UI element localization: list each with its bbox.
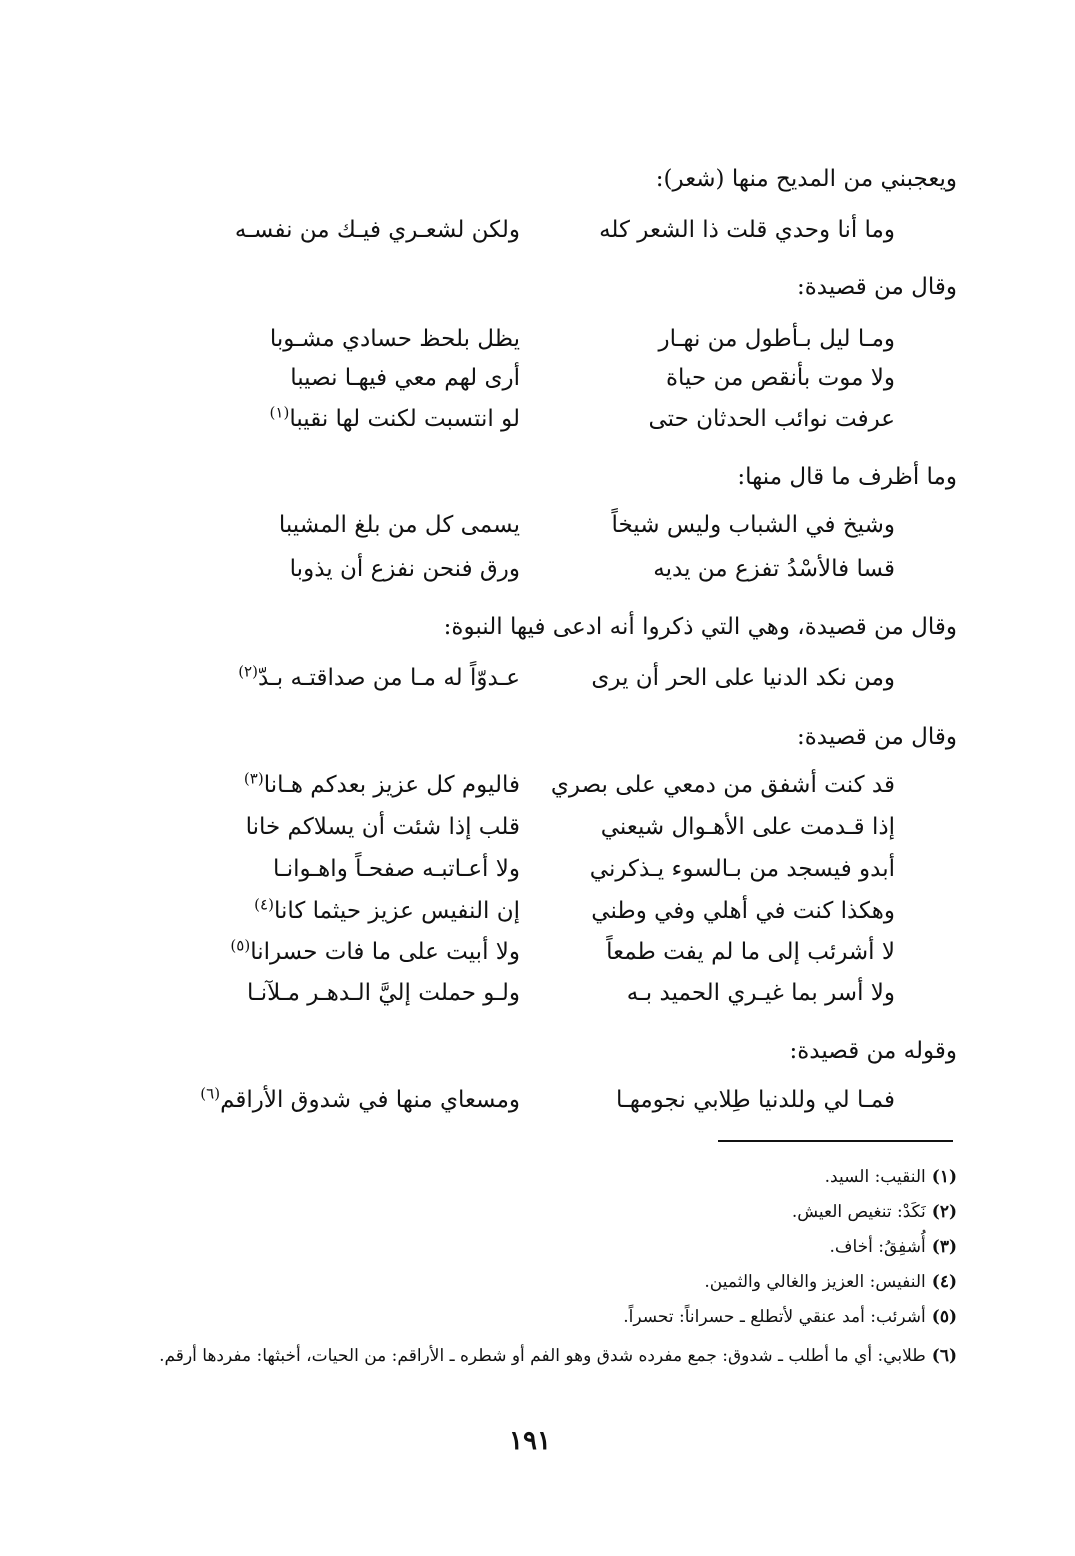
verse-second-text: ورق فنحن نفزع أن يذوبا [289, 556, 520, 582]
verse-second-hemistich [190, 894, 520, 928]
verse-line [190, 508, 895, 542]
verse-second-text: ولا أعـاتبـه صفحـاً واهـوانـا [273, 856, 520, 882]
verse-second-text: إن النفيس عزيز حيثما كانا [273, 898, 520, 924]
verse-first-hemistich: قسا فالأسْدُ تفزع من يديه [653, 556, 895, 582]
footnote-number: (٣) [931, 1237, 957, 1257]
verse-second-text: فاليوم كل عزيز بعدكم هـانا [263, 772, 520, 798]
verse-line [190, 852, 895, 886]
verse-first-hemistich: فمـا لي وللدنيا طِلابي نجومهـا [615, 1087, 895, 1113]
verse-second-text: يظل بلحظ حسادي مشـوبا [269, 326, 520, 352]
verse-first-hemistich: وهكذا كنت في أهلي وفي وطني [591, 898, 895, 924]
page-number: ١٩١ [509, 1426, 551, 1456]
verse-second-hemistich [190, 810, 520, 844]
verse-line [190, 402, 895, 436]
verse-line [190, 976, 895, 1010]
verse-second-text: ومسعاي منها في شدوق الأراقم [220, 1087, 520, 1113]
footnote-marker: (٦) [200, 1084, 221, 1103]
intro-line: ويعجبني من المديح منها (شعر): [655, 166, 957, 192]
verse-first-hemistich: وما أنا وحدي قلت ذا الشعر كله [599, 217, 895, 243]
intro-line: وقال من قصيدة، وهي التي ذكروا أنه ادعى فيها النبوة: [443, 614, 957, 640]
verse-second-text: ولكن لشعـري فيـك من نفسـه [234, 217, 520, 243]
verse-first-hemistich: وشيخ في الشباب وليس شيخاً [611, 512, 895, 538]
footnote-rule [718, 1140, 953, 1142]
verse-second-text: لو انتسبت لكنت لها نقيبا [289, 406, 520, 432]
footnote [829, 1235, 957, 1259]
verse-line [190, 661, 895, 695]
verse-first-hemistich: ولا موت بأنقص من حياة [666, 365, 895, 391]
verse-first-hemistich: ولا أسر بما غيـري الحميد بـه [626, 980, 895, 1006]
verse-second-hemistich [190, 213, 520, 247]
verse-line [190, 552, 895, 586]
verse-line [190, 1083, 895, 1117]
verse-second-text: يسمى كل من بلغ المشيبا [278, 512, 520, 538]
footnote [704, 1270, 957, 1294]
verse-second-hemistich [190, 322, 520, 356]
verse-second-hemistich [190, 852, 520, 886]
verse-line [190, 213, 895, 247]
verse-second-text: قلب إذا شئت أن يسلاكم خانا [245, 814, 520, 840]
verse-first-hemistich: ومـا ليل بـأطول من نهـار [658, 326, 895, 352]
verse-line [190, 894, 895, 928]
verse-second-hemistich [190, 935, 520, 969]
footnote [623, 1305, 957, 1329]
verse-first-hemistich: إذا قـدمت على الأهـوال شيعني [600, 814, 895, 840]
intro-line: وقال من قصيدة: [796, 274, 957, 300]
footnote-marker: (٤) [254, 895, 274, 914]
verse-line [190, 810, 895, 844]
verse-first-hemistich: قد كنت أشفق من دمعي على بصري [550, 772, 895, 798]
footnote [825, 1165, 957, 1189]
footnote-text: أُشفِقُ: أخاف. [829, 1237, 926, 1257]
verse-second-hemistich [190, 768, 520, 802]
verse-first-hemistich: أبدو فيسجد من بـالسوء يـذكرني [589, 856, 895, 882]
verse-second-hemistich [190, 508, 520, 542]
verse-first-hemistich: ومن نكد الدنيا على الحر أن يرى [591, 665, 895, 691]
verse-second-hemistich [190, 661, 520, 695]
verse-second-text: ولا أبيت على ما فات حسرانا [250, 939, 520, 965]
verse-second-hemistich [190, 402, 520, 436]
footnote-number: (٤) [931, 1272, 957, 1292]
verse-second-hemistich [190, 1083, 520, 1117]
verse-second-hemistich [190, 361, 520, 395]
intro-line: وقوله من قصيدة: [789, 1038, 957, 1064]
footnote-number: (١) [931, 1167, 957, 1187]
verse-second-text: عـدوّاً له مـا من صداقتـه بـدّ [257, 665, 520, 691]
footnote-marker: (٣) [243, 769, 264, 788]
verse-line [190, 935, 895, 969]
verse-second-hemistich [190, 976, 520, 1010]
verse-first-hemistich: عرفت نوائب الحدثان حتى [648, 406, 895, 432]
verse-second-text: أرى لهم معي فيهـا نصيبا [290, 365, 520, 391]
footnote-text: أشرئب: أمد عنقي لأتطلع ـ حسراناً: تحسراً. [623, 1307, 926, 1327]
footnote-number: (٢) [931, 1202, 957, 1222]
footnote-marker: (٥) [230, 936, 251, 955]
footnote-text: طلابي: أي ما أطلب ـ شدوق: جمع مفرده شدق وهو الفم أو شطره ـ الأراقم: من الحيات، أخبثها: مفردها أرقم. [159, 1346, 926, 1366]
footnote [130, 1340, 957, 1372]
intro-line: وما أظرف ما قال منها: [737, 464, 957, 490]
footnote-text: نَكَدْ: تنغيص العيش. [791, 1202, 926, 1222]
footnote-marker: (٢) [238, 662, 258, 681]
verse-line [190, 322, 895, 356]
verse-line [190, 361, 895, 395]
verse-second-hemistich [190, 552, 520, 586]
footnote-number: (٥) [931, 1307, 957, 1327]
footnote [792, 1200, 957, 1224]
footnote-text: النقيب: السيد. [824, 1167, 926, 1187]
verse-first-hemistich: لا أشرئب إلى ما لم يفت طمعاً [606, 939, 895, 965]
footnote-marker: (١) [269, 403, 290, 422]
intro-line: وقال من قصيدة: [796, 724, 957, 750]
verse-line [190, 768, 895, 802]
footnote-text: النفيس: العزيز والغالي والثمين. [704, 1272, 926, 1292]
footnote-number: (٦) [931, 1346, 957, 1366]
verse-second-text: ولـو حملت إليَّ الـدهـر مـلآنـا [247, 980, 520, 1006]
